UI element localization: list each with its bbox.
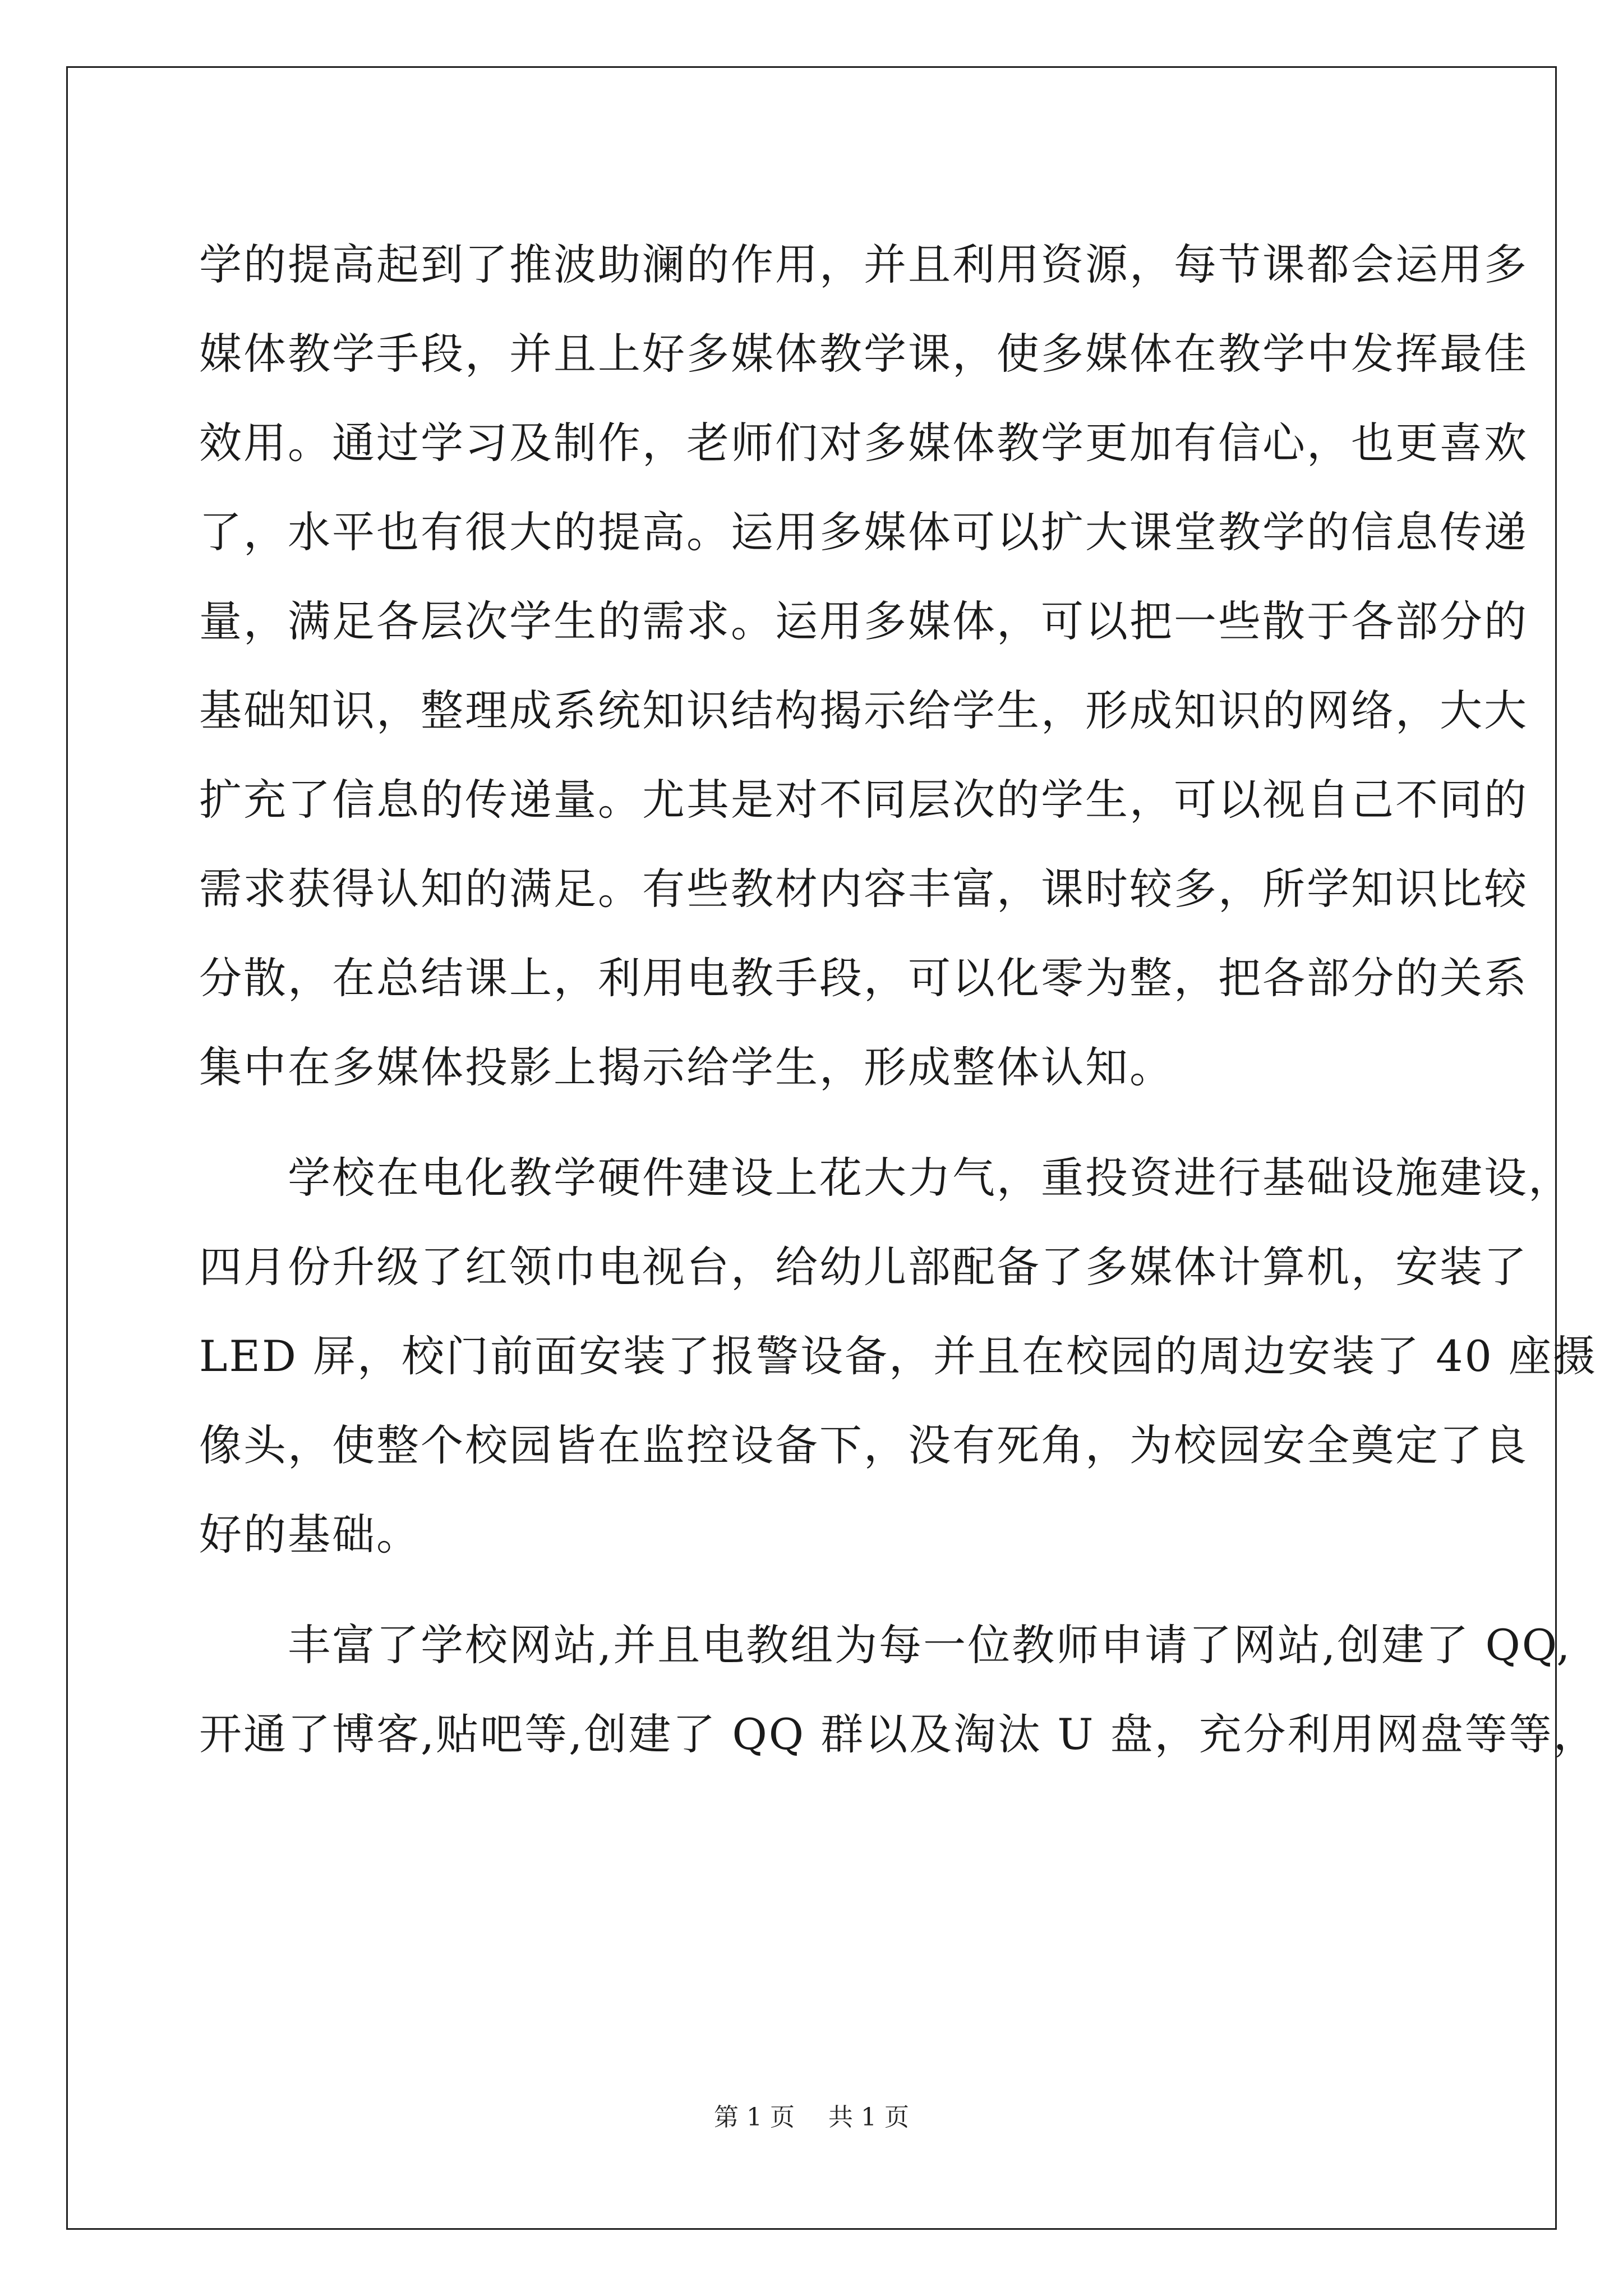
text-line: LED 屏，校门前面安装了报警设备，并且在校园的周边安装了 40 座摄	[199, 1331, 1598, 1381]
text-line: 需求获得认知的满足。有些教材内容丰富，课时较多，所学知识比较	[199, 864, 1528, 914]
text-line: 学校在电化教学硬件建设上花大力气，重投资进行基础设施建设，	[199, 1153, 1573, 1203]
text-line: 基础知识，整理成系统知识结构揭示给学生，形成知识的网络，大大	[199, 685, 1528, 735]
text-line: 像头，使整个校园皆在监控设备下，没有死角，为校园安全奠定了良	[199, 1420, 1528, 1470]
paragraph-gap	[199, 1112, 1427, 1133]
text-line: 效用。通过学习及制作，老师们对多媒体教学更加有信心，也更喜欢	[199, 418, 1528, 468]
paragraph-gap	[199, 1579, 1427, 1600]
text-line: 集中在多媒体投影上揭示给学生，形成整体认知。	[199, 1042, 1174, 1092]
text-line: 四月份升级了红领巾电视台，给幼儿部配备了多媒体计算机，安装了	[199, 1242, 1528, 1292]
text-line: 学的提高起到了推波助澜的作用，并且利用资源，每节课都会运用多	[199, 240, 1528, 289]
text-line: 开通了博客,贴吧等,创建了 QQ 群以及淘汰 U 盘，充分利用网盘等等，	[199, 1709, 1598, 1759]
page-number: 第 1 页	[714, 2103, 795, 2132]
text-line: 媒体教学手段，并且上好多媒体教学课，使多媒体在教学中发挥最佳	[199, 329, 1528, 379]
document-body	[199, 220, 1598, 1779]
text-line: 了，水平也有很大的提高。运用多媒体可以扩大课堂教学的信息传递	[199, 507, 1528, 557]
page-footer	[0, 2101, 1623, 2134]
text-line: 量，满足各层次学生的需求。运用多媒体，可以把一些散于各部分的	[199, 596, 1528, 646]
text-line: 丰富了学校网站,并且电教组为每一位教师申请了网站,创建了 QQ,	[199, 1620, 1572, 1670]
text-line: 扩充了信息的传递量。尤其是对不同层次的学生，可以视自己不同的	[199, 775, 1528, 825]
page-total: 共 1 页	[828, 2103, 909, 2132]
text-line: 分散，在总结课上，利用电教手段，可以化零为整，把各部分的关系	[199, 953, 1528, 1003]
text-line: 好的基础。	[199, 1510, 421, 1559]
